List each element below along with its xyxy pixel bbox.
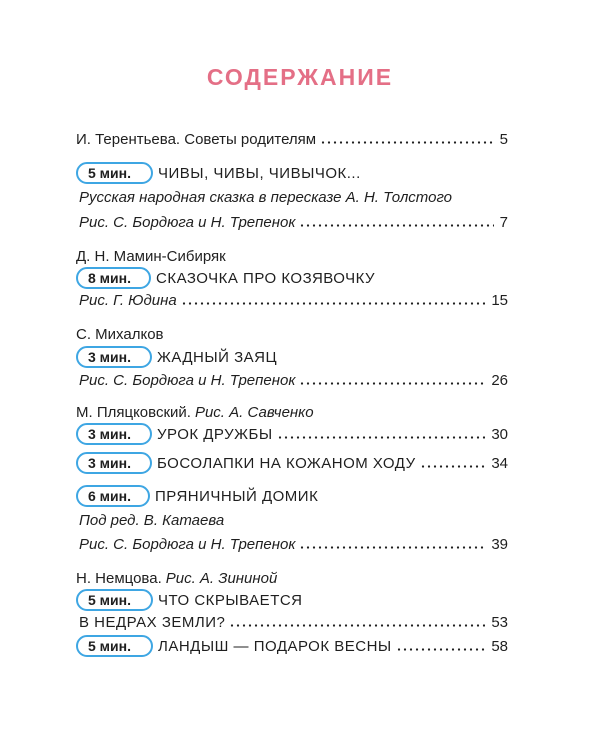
page-number: 58 [491, 637, 508, 655]
story-title: ЧИВЫ, ЧИВЫ, ЧИВЫЧОК... [158, 164, 361, 182]
illustrator-row [79, 368, 508, 392]
author-illustrator: Рис. А. Савченко [194, 403, 314, 421]
story-title: ЖАДНЫЙ ЗАЯЦ [157, 348, 278, 366]
editor: Под ред. В. Катаева [79, 511, 225, 529]
toc-entry-terentyeva[interactable] [76, 127, 508, 151]
toc-entry-zhadny-zayats[interactable] [76, 345, 508, 369]
author-name: С. Михалков [76, 325, 164, 343]
dot-leader [277, 436, 486, 439]
dot-leader [181, 302, 486, 305]
author-name: Д. Н. Мамин-Сибиряк [76, 247, 226, 265]
story-title: СКАЗОЧКА ПРО КОЗЯВОЧКУ [156, 269, 376, 287]
author-row [76, 566, 508, 590]
illustrator: Рис. С. Бордюга и Н. Трепенок [79, 371, 296, 389]
illustrator-row [79, 532, 508, 556]
story-title: УРОК ДРУЖБЫ [157, 425, 273, 443]
reading-time-badge: 3 мин. [76, 423, 152, 445]
author-name: Н. Немцова. [76, 569, 162, 587]
toc-entry-nedra-zemli[interactable] [76, 588, 508, 612]
illustrator: Рис. С. Бордюга и Н. Трепенок [79, 213, 296, 231]
toc-entry-kozyavochka[interactable] [76, 266, 508, 290]
story-title: ПРЯНИЧНЫЙ ДОМИК [155, 487, 319, 505]
page-number: 30 [491, 425, 508, 443]
author-row [76, 244, 508, 268]
illustrator: Рис. Г. Юдина [79, 291, 177, 309]
reading-time-badge: 3 мин. [76, 346, 152, 368]
author-illustrator: Рис. А. Зининой [165, 569, 278, 587]
dot-leader [396, 648, 486, 651]
reading-time-badge: 8 мин. [76, 267, 151, 289]
page-number: 7 [499, 213, 508, 231]
toc-entry-chivy[interactable] [76, 161, 508, 185]
author-name: М. Пляцковский. [76, 403, 191, 421]
dot-leader [229, 624, 485, 627]
toc-entry-pryanichny-domik[interactable] [76, 484, 508, 508]
toc-entry-urok-druzhby[interactable] [76, 422, 508, 446]
entry-note-row [79, 185, 508, 209]
page-number: 26 [491, 371, 508, 389]
story-title: БОСОЛАПКИ НА КОЖАНОМ ХОДУ [157, 454, 416, 472]
author-row [76, 322, 508, 346]
dot-leader [320, 141, 494, 144]
page-number: 15 [491, 291, 508, 309]
reading-time-badge: 3 мин. [76, 452, 152, 474]
page-number: 53 [491, 613, 508, 631]
dot-leader [299, 546, 485, 549]
story-title-continued: В НЕДРАХ ЗЕМЛИ? [79, 613, 226, 631]
story-title: ЧТО СКРЫВАЕТСЯ [158, 591, 303, 609]
reading-time-badge: 5 мин. [76, 589, 153, 611]
entry-text: И. Терентьева. Советы родителям [76, 130, 317, 148]
page-number: 5 [499, 130, 508, 148]
story-title: ЛАНДЫШ — ПОДАРОК ВЕСНЫ [158, 637, 392, 655]
toc-entry-landysh[interactable] [76, 634, 508, 658]
title-continuation-row [79, 610, 508, 634]
toc-entry-bosolapki[interactable] [76, 451, 508, 475]
illustrator-row [79, 288, 508, 312]
page-title: СОДЕРЖАНИЕ [206, 64, 394, 90]
editor-row [79, 508, 508, 532]
dot-leader [299, 224, 493, 227]
page-number: 34 [491, 454, 508, 472]
reading-time-badge: 6 мин. [76, 485, 150, 507]
illustrator: Рис. С. Бордюга и Н. Трепенок [79, 535, 296, 553]
author-row [76, 400, 508, 424]
dot-leader [420, 465, 486, 468]
page-number: 39 [491, 535, 508, 553]
dot-leader [299, 382, 485, 385]
story-note: Русская народная сказка в пересказе А. Н. Толстого [79, 188, 453, 206]
reading-time-badge: 5 мин. [76, 162, 153, 184]
illustrator-row [79, 210, 508, 234]
reading-time-badge: 5 мин. [76, 635, 153, 657]
